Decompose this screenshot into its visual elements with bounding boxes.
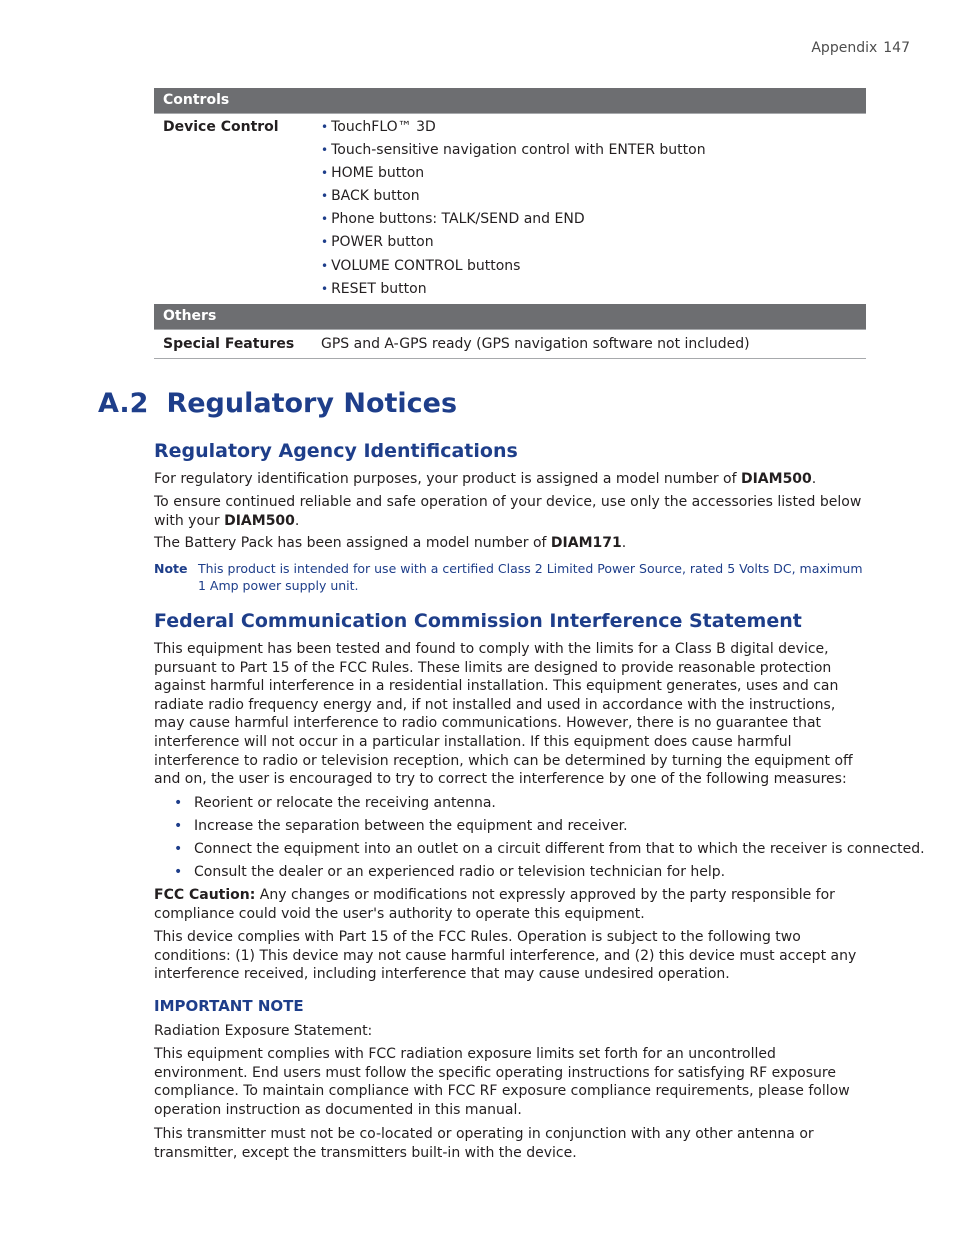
- agency-paragraph-3: [154, 534, 866, 553]
- list-item-text: Reorient or relocate the receiving antenna.: [194, 795, 496, 811]
- agency-heading: Regulatory Agency Identifications: [154, 440, 518, 462]
- radiation-paragraph-1: This equipment complies with FCC radiation exposure limits set forth for an uncontrolled environment. End users must follow the specific operating instructions for satisfying RF exposure compliance. To maintain compliance with FCC RF exposure compliance requirements, please follow operation instruction as documented in this manual.: [154, 1046, 850, 1118]
- device-control-values: [321, 114, 866, 304]
- special-features-value: GPS and A-GPS ready (GPS navigation software not included): [321, 329, 866, 358]
- special-features-label: Special Features: [154, 329, 321, 358]
- bullet-icon: •: [321, 212, 329, 227]
- list-item-text: VOLUME CONTROL buttons: [331, 257, 521, 274]
- bullet-icon: •: [174, 864, 183, 881]
- paragraph-text: To ensure continued reliable and safe operation of your device, use only the accessories listed below with your: [154, 494, 862, 529]
- fcc-caution: [154, 886, 866, 923]
- paragraph-end: .: [621, 535, 627, 551]
- fcc-measures-list: [174, 794, 925, 886]
- list-item-text: RESET button: [331, 280, 427, 297]
- bullet-icon: •: [321, 281, 329, 296]
- list-item: [321, 163, 866, 186]
- page-header: [811, 40, 910, 56]
- bullet-icon: •: [321, 189, 329, 204]
- list-item-text: Increase the separation between the equipment and receiver.: [194, 818, 628, 835]
- list-item: [321, 232, 866, 255]
- battery-model-number: DIAM171: [550, 535, 622, 551]
- caution-label: FCC Caution:: [154, 887, 256, 903]
- section-number: A.2: [98, 388, 149, 419]
- bullet-icon: •: [321, 166, 329, 181]
- controls-heading: Controls: [154, 88, 866, 114]
- list-item-text: HOME button: [331, 165, 425, 182]
- bullet-icon: •: [321, 143, 329, 158]
- list-item: [321, 256, 866, 279]
- radiation-subtitle: Radiation Exposure Statement:: [154, 1023, 373, 1039]
- controls-heading-row: [154, 88, 866, 114]
- fcc-intro: This equipment has been tested and found to comply with the limits for a Class B digital device, pursuant to Part 15 of the FCC Rules. These limits are designed to provide reasonable protection against harmful interference in a residential installation. This equipment generates, uses and can radiate radio frequency energy and, if not installed and used in accordance with the instructions, may cause harmful interference to radio communications. However, there is no guarantee that interference will not occur in a particular installation. If this equipment does cause harmful interference to radio or television reception, which can be determined by turning the equipment off and on, the user is encouraged to try to correct the interference by one of the following measures:: [154, 641, 853, 788]
- list-item-text: TouchFLO™ 3D: [331, 119, 436, 135]
- list-item: [174, 794, 874, 817]
- list-item-text: Consult the dealer or an experienced radio or television technician for help.: [194, 864, 726, 881]
- list-item-text: Connect the equipment into an outlet on a circuit different from that to which the receiver is connected.: [194, 841, 925, 858]
- list-item-text: Touch-sensitive navigation control with ENTER button: [331, 142, 706, 159]
- paragraph-end: .: [811, 471, 817, 487]
- model-number: DIAM500: [224, 512, 295, 529]
- others-heading: Others: [154, 304, 866, 330]
- fcc-conditions: This device complies with Part 15 of the FCC Rules. Operation is subject to the following two conditions: (1) This device may not cause harmful interference, and (2) this device must accept any interference received, including interference that may cause undesired operation.: [154, 929, 857, 983]
- bullet-icon: •: [321, 258, 329, 273]
- others-heading-row: [154, 304, 866, 330]
- list-item-text: POWER button: [331, 234, 434, 251]
- page-number: 147: [883, 40, 910, 56]
- radiation-paragraph-2: This transmitter must not be co-located or operating in conjunction with any other antenna or transmitter, except the transmitters built-in with the device.: [154, 1126, 814, 1161]
- important-note-heading: IMPORTANT NOTE: [154, 997, 304, 1015]
- device-control-row: [154, 114, 866, 304]
- agency-paragraph-2: [154, 493, 866, 530]
- list-item: [321, 140, 866, 163]
- device-control-list: [321, 117, 866, 302]
- paragraph-text: The Battery Pack has been assigned a model number of: [154, 535, 551, 551]
- note-label: Note: [154, 561, 188, 576]
- list-item: [174, 817, 874, 840]
- caution-text: Any changes or modifications not expressly approved by the party responsible for compliance could void the user's authority to operate this equipment.: [154, 887, 835, 922]
- agency-paragraph-1: [154, 470, 866, 489]
- bullet-icon: •: [174, 818, 183, 835]
- section-title: [98, 388, 457, 419]
- special-features-row: [154, 329, 866, 358]
- list-item-text: Phone buttons: TALK/SEND and END: [331, 211, 585, 228]
- bullet-icon: •: [321, 235, 329, 250]
- section-title-text: Regulatory Notices: [166, 388, 458, 419]
- spec-table: [154, 88, 866, 359]
- model-number: DIAM500: [740, 471, 812, 487]
- header-section: Appendix: [811, 40, 878, 56]
- device-control-label: Device Control: [163, 119, 279, 135]
- bullet-icon: •: [174, 795, 183, 811]
- bullet-icon: •: [321, 120, 329, 134]
- paragraph-text: For regulatory identification purposes, your product is assigned a model number of: [154, 471, 741, 487]
- list-item: [321, 279, 866, 302]
- list-item: [321, 117, 866, 140]
- list-item-text: BACK button: [331, 188, 420, 205]
- list-item: [321, 209, 866, 232]
- bullet-icon: •: [174, 841, 183, 858]
- paragraph-end: .: [294, 512, 300, 529]
- list-item: [174, 863, 874, 886]
- fcc-heading: Federal Communication Commission Interference Statement: [154, 610, 802, 632]
- list-item: [321, 186, 866, 209]
- list-item: [174, 840, 925, 863]
- note-text: This product is intended for use with a certified Class 2 Limited Power Source, rated 5 Volts DC, maximum 1 Amp power supply unit.: [198, 561, 863, 593]
